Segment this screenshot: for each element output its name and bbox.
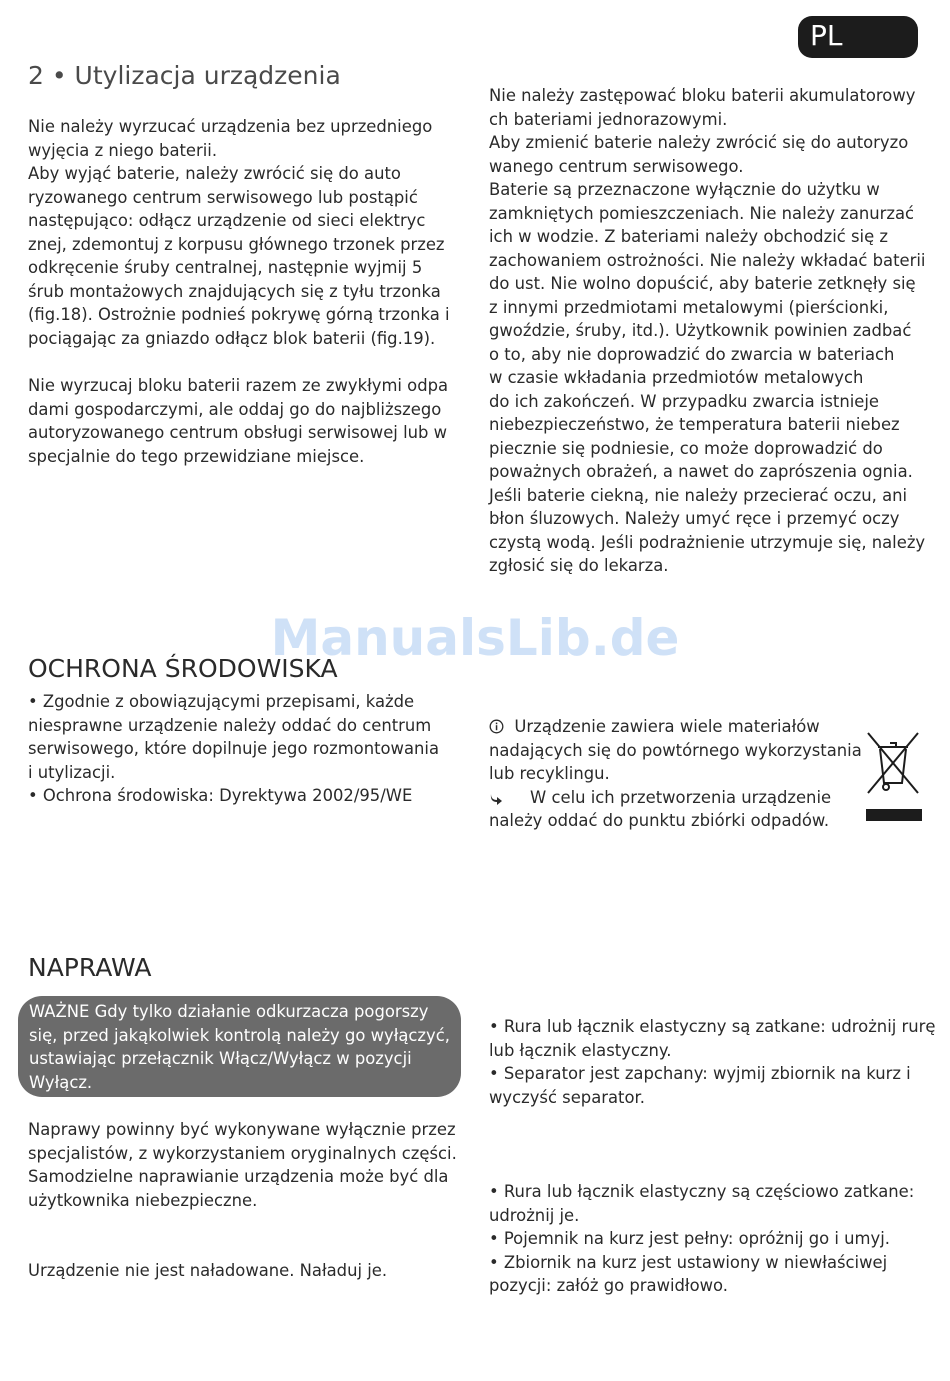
arrow-right-icon bbox=[489, 791, 504, 805]
disposal-paragraph-1 bbox=[28, 115, 450, 350]
text-line: nadających się do powtórnego wykorzystania bbox=[489, 740, 862, 760]
text-line: Nie wyrzucaj bloku baterii razem ze zwykłymi odpa bbox=[28, 376, 449, 395]
environment-right-text bbox=[489, 715, 869, 833]
text-line: autoryzowanego centrum obsługi serwisowej lub w bbox=[28, 423, 448, 442]
text-line: śrub montażowych znajdujących się z tyłu trzonka bbox=[28, 281, 441, 301]
text-line: WAŻNE Gdy tylko działanie odkurzacza pogorszy bbox=[29, 1002, 429, 1021]
text-line: ich w wodzie. Z bateriami należy obchodzić się z bbox=[489, 227, 888, 246]
text-line: dami gospodarczymi, ale oddaj go do najbliższego bbox=[28, 399, 442, 419]
text-line: Baterie są przeznaczone wyłącznie do użytku w bbox=[489, 180, 880, 199]
text-line: znej, zdemontuj z korpusu głównego trzonek przez bbox=[28, 234, 445, 254]
text-line: do ust. Nie wolno dopuścić, aby baterie zetknęły się bbox=[489, 274, 916, 293]
text-line: się, przed jakąkolwiek kontrolą należy go wyłączyć, bbox=[29, 1025, 450, 1045]
text-line bbox=[489, 786, 869, 810]
text-line: serwisowego, które dopilnuje jego rozmontowania bbox=[28, 739, 439, 758]
environment-left-text bbox=[28, 690, 439, 808]
text-line: o to, aby nie doprowadzić do zwarcia w bateriach bbox=[489, 344, 895, 364]
watermark: ManualsLib.de bbox=[270, 609, 680, 667]
text-line: wanego centrum serwisowego. bbox=[489, 156, 744, 176]
text-line: • Zgodnie z obowiązującymi przepisami, każde bbox=[28, 692, 415, 711]
text-line: • Pojemnik na kurz jest pełny: opróżnij go i umyj. bbox=[489, 1229, 890, 1248]
text-line: następująco: odłącz urządzenie od sieci elektryc bbox=[28, 211, 426, 230]
not-charged-text: Urządzenie nie jest naładowane. Naładuj je. bbox=[28, 1261, 388, 1280]
text-line: ustawiając przełącznik Włącz/Wyłącz w pozycji bbox=[29, 1049, 412, 1068]
text-fragment: W celu ich przetworzenia urządzenie bbox=[504, 787, 832, 807]
text-line: zamkniętych pomieszczeniach. Nie należy zanurzać bbox=[489, 203, 915, 223]
disposal-paragraph-2 bbox=[28, 374, 448, 468]
text-line: • Zbiornik na kurz jest ustawiony w niewłaściwej bbox=[489, 1252, 888, 1272]
text-fragment: Urządzenie zawiera wiele materiałów bbox=[504, 717, 820, 736]
text-line: i utylizacji. bbox=[28, 762, 116, 782]
info-icon bbox=[489, 719, 504, 734]
text-line: (fig.18). Ostrożnie podnieś pokrywę górną trzonka i bbox=[28, 305, 450, 324]
text-line: lub łącznik elastyczny. bbox=[489, 1040, 672, 1060]
text-line: Naprawy powinny być wykonywane wyłącznie przez bbox=[28, 1120, 456, 1139]
repair-title: NAPRAWA bbox=[28, 953, 152, 982]
text-line: niebezpieczeństwo, że temperatura baterii niebez bbox=[489, 415, 900, 434]
battery-safety-text bbox=[489, 84, 925, 578]
repair-right-block-1 bbox=[489, 1015, 935, 1109]
text-line bbox=[489, 715, 869, 739]
text-line: błon śluzowych. Należy umyć ręce i przemyć oczy bbox=[489, 509, 900, 528]
text-line: piecznie się podniesie, co może doprowadzić do bbox=[489, 438, 883, 458]
repair-right-block-2 bbox=[489, 1180, 914, 1298]
text-line: z innymi przedmiotami metalowymi (pierścionki, bbox=[489, 297, 889, 317]
text-line: ryzowanego centrum serwisowego lub postąpić bbox=[28, 187, 418, 207]
repair-paragraph bbox=[28, 1118, 457, 1212]
text-line: lub recyklingu. bbox=[489, 764, 610, 783]
text-line: • Ochrona środowiska: Dyrektywa 2002/95/WE bbox=[28, 786, 413, 805]
crossed-out-wheelie-bin-icon bbox=[864, 731, 922, 823]
text-line: Nie należy wyrzucać urządzenia bez uprzedniego bbox=[28, 117, 433, 136]
text-line: specjalistów, z wykorzystaniem oryginalnych części. bbox=[28, 1143, 457, 1163]
text-line: Samodzielne naprawianie urządzenia może być dla bbox=[28, 1167, 449, 1186]
text-line: • Rura lub łącznik elastyczny są częściowo zatkane: bbox=[489, 1182, 915, 1201]
text-line: czystą wodą. Jeśli podrażnienie utrzymuje się, należy bbox=[489, 532, 926, 552]
text-line: w czasie wkładania przedmiotów metalowych bbox=[489, 368, 864, 387]
text-line: odkręcenie śruby centralnej, następnie wyjmij 5 bbox=[28, 258, 423, 277]
text-line: niesprawne urządzenie należy oddać do centrum bbox=[28, 715, 432, 735]
text-line: Nie należy zastępować bloku baterii akumulatorowy bbox=[489, 86, 916, 105]
disposal-title: 2 • Utylizacja urządzenia bbox=[28, 61, 341, 90]
text-line: należy oddać do punktu zbiórki odpadów. bbox=[489, 811, 830, 830]
text-line: użytkownika niebezpieczne. bbox=[28, 1190, 258, 1210]
important-warning-box bbox=[18, 996, 461, 1097]
text-line: • Rura lub łącznik elastyczny są zatkane: udrożnij rurę bbox=[489, 1017, 936, 1036]
text-line: pozycji: załóż go prawidłowo. bbox=[489, 1276, 728, 1295]
text-line: gwoździe, śruby, itd.). Użytkownik powinien zadbać bbox=[489, 321, 912, 340]
text-line: Wyłącz. bbox=[29, 1072, 93, 1092]
text-line: wyjęcia z niego baterii. bbox=[28, 140, 218, 160]
environment-title: OCHRONA ŚRODOWISKA bbox=[28, 654, 338, 683]
text-line: wyczyść separator. bbox=[489, 1087, 645, 1107]
text-line: pociągając za gniazdo odłącz blok baterii (fig.19). bbox=[28, 328, 436, 348]
language-tab: PL bbox=[798, 16, 918, 58]
text-line: Jeśli baterie ciekną, nie należy przecierać oczu, ani bbox=[489, 485, 908, 505]
text-line: ch bateriami jednorazowymi. bbox=[489, 109, 728, 129]
text-line: Aby wyjąć baterie, należy zwrócić się do auto bbox=[28, 164, 401, 183]
text-line: udrożnij je. bbox=[489, 1205, 580, 1225]
text-line: zgłosić się do lekarza. bbox=[489, 556, 669, 575]
text-line: specjalnie do tego przewidziane miejsce. bbox=[28, 446, 365, 466]
text-line: • Separator jest zapchany: wyjmij zbiornik na kurz i bbox=[489, 1064, 911, 1083]
text-line: Aby zmienić baterie należy zwrócić się do autoryzo bbox=[489, 133, 909, 152]
text-line: zachowaniem ostrożności. Nie należy wkładać baterii bbox=[489, 250, 926, 270]
text-line: do ich zakończeń. W przypadku zwarcia istnieje bbox=[489, 391, 880, 411]
text-line: poważnych obrażeń, a nawet do zaprószenia ognia. bbox=[489, 462, 913, 481]
